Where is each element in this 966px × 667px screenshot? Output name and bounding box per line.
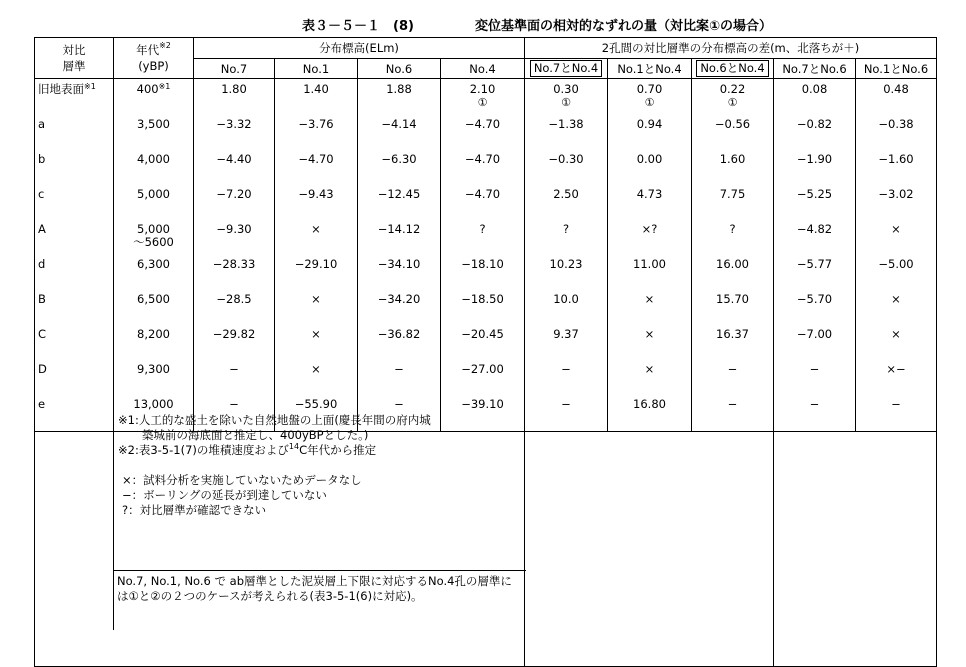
row-value: −9.43 bbox=[275, 186, 358, 221]
row-value: −1.90 bbox=[774, 151, 856, 186]
row-value: × bbox=[275, 221, 358, 256]
row-value: 10.0 bbox=[525, 291, 608, 326]
row-value: −5.70 bbox=[774, 291, 856, 326]
row-value: 16.37 bbox=[692, 326, 774, 361]
row-value: −34.10 bbox=[358, 256, 441, 291]
row-value: −3.32 bbox=[194, 116, 275, 151]
blank-cell bbox=[774, 432, 937, 667]
row-value: −4.14 bbox=[358, 116, 441, 151]
row-layer: e bbox=[35, 396, 114, 432]
remark-box bbox=[113, 570, 526, 628]
row-age: 6,500 bbox=[114, 291, 194, 326]
header-col-boxed: No.7とNo.4 bbox=[525, 59, 608, 79]
row-value: × bbox=[275, 326, 358, 361]
row-value: 0.22 ① bbox=[692, 79, 774, 117]
row-age: 5,000 ～5600 bbox=[114, 221, 194, 256]
row-value: × bbox=[608, 326, 692, 361]
row-value: −36.82 bbox=[358, 326, 441, 361]
row-value: 1.60 bbox=[692, 151, 774, 186]
row-value: −1.38 bbox=[525, 116, 608, 151]
table-row bbox=[35, 186, 937, 221]
row-value: −4.70 bbox=[441, 116, 525, 151]
row-value: − bbox=[774, 361, 856, 396]
row-value: −9.30 bbox=[194, 221, 275, 256]
row-value: −14.12 bbox=[358, 221, 441, 256]
table-caption: 変位基準面の相対的なずれの量（対比案①の場合） bbox=[475, 19, 773, 34]
row-value: 1.80 bbox=[194, 79, 275, 117]
header-col: No.4 bbox=[441, 59, 525, 79]
row-value: 0.30 ① bbox=[525, 79, 608, 117]
row-value: −4.70 bbox=[441, 151, 525, 186]
row-layer: D bbox=[35, 361, 114, 396]
row-value: −7.00 bbox=[774, 326, 856, 361]
table-number: 表３－５－１ (8) bbox=[302, 19, 414, 34]
legend-q: ?：対比層準が確認できない bbox=[122, 503, 267, 517]
row-layer: b bbox=[35, 151, 114, 186]
row-layer: C bbox=[35, 326, 114, 361]
row-age: 4,000 bbox=[114, 151, 194, 186]
row-age: 13,000 bbox=[114, 396, 194, 432]
row-age: 6,300 bbox=[114, 256, 194, 291]
row-value: − bbox=[358, 361, 441, 396]
row-age: 8,200 bbox=[114, 326, 194, 361]
row-value: −5.00 bbox=[856, 256, 937, 291]
header-col: No.1とNo.6 bbox=[856, 59, 937, 79]
row-value: −4.70 bbox=[441, 186, 525, 221]
row-value: × bbox=[608, 361, 692, 396]
row-value: −34.20 bbox=[358, 291, 441, 326]
row-value: × bbox=[608, 291, 692, 326]
header-col: No.7とNo.6 bbox=[774, 59, 856, 79]
row-value: 0.08 bbox=[774, 79, 856, 117]
row-value: − bbox=[692, 361, 774, 396]
row-value: ? bbox=[441, 221, 525, 256]
row-value: 16.00 bbox=[692, 256, 774, 291]
row-value: −18.10 bbox=[441, 256, 525, 291]
table-row bbox=[35, 361, 937, 396]
row-value: ×? bbox=[608, 221, 692, 256]
row-value: × bbox=[856, 291, 937, 326]
row-value: −29.10 bbox=[275, 256, 358, 291]
row-value: −4.40 bbox=[194, 151, 275, 186]
row-value: −28.33 bbox=[194, 256, 275, 291]
row-value: − bbox=[692, 396, 774, 432]
row-value: − bbox=[856, 396, 937, 432]
row-value: −20.45 bbox=[441, 326, 525, 361]
header-col: No.1 bbox=[275, 59, 358, 79]
header-col: No.7 bbox=[194, 59, 275, 79]
row-value: −39.10 bbox=[441, 396, 525, 432]
table-row bbox=[35, 79, 937, 117]
header-layer: 対比 層準 bbox=[35, 38, 114, 79]
row-value: 15.70 bbox=[692, 291, 774, 326]
row-value: −12.45 bbox=[358, 186, 441, 221]
row-value: 1.88 bbox=[358, 79, 441, 117]
row-value: 4.73 bbox=[608, 186, 692, 221]
row-value: 9.37 bbox=[525, 326, 608, 361]
row-value: 0.48 bbox=[856, 79, 937, 117]
row-value: ? bbox=[692, 221, 774, 256]
row-value: 7.75 bbox=[692, 186, 774, 221]
row-value: ? bbox=[525, 221, 608, 256]
legend-dash: −：ボーリングの延長が到達していない bbox=[122, 488, 327, 502]
row-value: −0.30 bbox=[525, 151, 608, 186]
note-2: ※2:表3-5-1(7)の堆積速度および$^{14}$C年代から推定 bbox=[118, 442, 377, 457]
row-value: 2.10 ① bbox=[441, 79, 525, 117]
notes bbox=[118, 413, 523, 518]
header-col: No.6 bbox=[358, 59, 441, 79]
row-value: −4.70 bbox=[275, 151, 358, 186]
row-value: −1.60 bbox=[856, 151, 937, 186]
row-value: × bbox=[275, 361, 358, 396]
row-age: 9,300 bbox=[114, 361, 194, 396]
table-row bbox=[35, 116, 937, 151]
row-value: × bbox=[856, 221, 937, 256]
row-value: −3.02 bbox=[856, 186, 937, 221]
row-layer: a bbox=[35, 116, 114, 151]
row-value: −27.00 bbox=[441, 361, 525, 396]
row-value: 0.94 bbox=[608, 116, 692, 151]
row-value: − bbox=[774, 396, 856, 432]
row-age: 400$^{※1}$ bbox=[114, 79, 194, 117]
row-value: −3.76 bbox=[275, 116, 358, 151]
row-value: − bbox=[525, 361, 608, 396]
row-value: −5.25 bbox=[774, 186, 856, 221]
header-col: No.1とNo.4 bbox=[608, 59, 692, 79]
blank-cell bbox=[525, 432, 774, 667]
header-age: 年代$^{※2}$ (yBP) bbox=[114, 38, 194, 79]
row-value: −7.20 bbox=[194, 186, 275, 221]
row-value: − bbox=[194, 361, 275, 396]
header-elevation-group: 分布標高(ELm) bbox=[194, 38, 525, 59]
row-layer: A bbox=[35, 221, 114, 256]
table-row bbox=[35, 326, 937, 361]
row-value: ×− bbox=[856, 361, 937, 396]
row-value: 0.70 ① bbox=[608, 79, 692, 117]
row-value: 1.40 bbox=[275, 79, 358, 117]
row-value: −4.82 bbox=[774, 221, 856, 256]
row-value: 16.80 bbox=[608, 396, 692, 432]
row-value: × bbox=[856, 326, 937, 361]
row-value: −5.77 bbox=[774, 256, 856, 291]
note-1-line2: 築城前の海底面と推定し、400yBPとした。) bbox=[142, 428, 369, 442]
table-row bbox=[35, 151, 937, 186]
table-row bbox=[35, 221, 937, 256]
table-row bbox=[35, 256, 937, 291]
row-value: 2.50 bbox=[525, 186, 608, 221]
row-value: −6.30 bbox=[358, 151, 441, 186]
row-value: −0.56 bbox=[692, 116, 774, 151]
header-diff-group: 2孔間の対比層準の分布標高の差(m、北落ちが＋) bbox=[525, 38, 937, 59]
row-layer: c bbox=[35, 186, 114, 221]
table-row bbox=[35, 291, 937, 326]
row-value: −29.82 bbox=[194, 326, 275, 361]
row-value: − bbox=[194, 396, 275, 432]
row-value: −55.90 bbox=[275, 396, 358, 432]
row-age: 5,000 bbox=[114, 186, 194, 221]
row-value: −0.38 bbox=[856, 116, 937, 151]
row-value: 10.23 bbox=[525, 256, 608, 291]
remark-text: No.7, No.1, No.6 で ab層準とした泥炭層上下限に対応するNo.4孔の層準には①と②の２つのケースが考えられる(表3-5-1(6)に対応)。 bbox=[117, 574, 512, 603]
row-value: − bbox=[358, 396, 441, 432]
row-layer: 旧地表面$^{※1}$ bbox=[35, 79, 114, 117]
row-age: 3,500 bbox=[114, 116, 194, 151]
row-value: × bbox=[275, 291, 358, 326]
row-value: 0.00 bbox=[608, 151, 692, 186]
header-col-boxed: No.6とNo.4 bbox=[692, 59, 774, 79]
row-value: −18.50 bbox=[441, 291, 525, 326]
note-1-line1: ※1:人工的な盛土を除いた自然地盤の上面(慶長年間の府内城 bbox=[118, 413, 431, 427]
row-layer: d bbox=[35, 256, 114, 291]
row-value: −0.82 bbox=[774, 116, 856, 151]
row-layer: B bbox=[35, 291, 114, 326]
row-value: − bbox=[525, 396, 608, 432]
row-value: 11.00 bbox=[608, 256, 692, 291]
table-title bbox=[0, 13, 966, 33]
row-value: −28.5 bbox=[194, 291, 275, 326]
legend-x: ×：試料分析を実施していないためデータなし bbox=[122, 473, 362, 487]
